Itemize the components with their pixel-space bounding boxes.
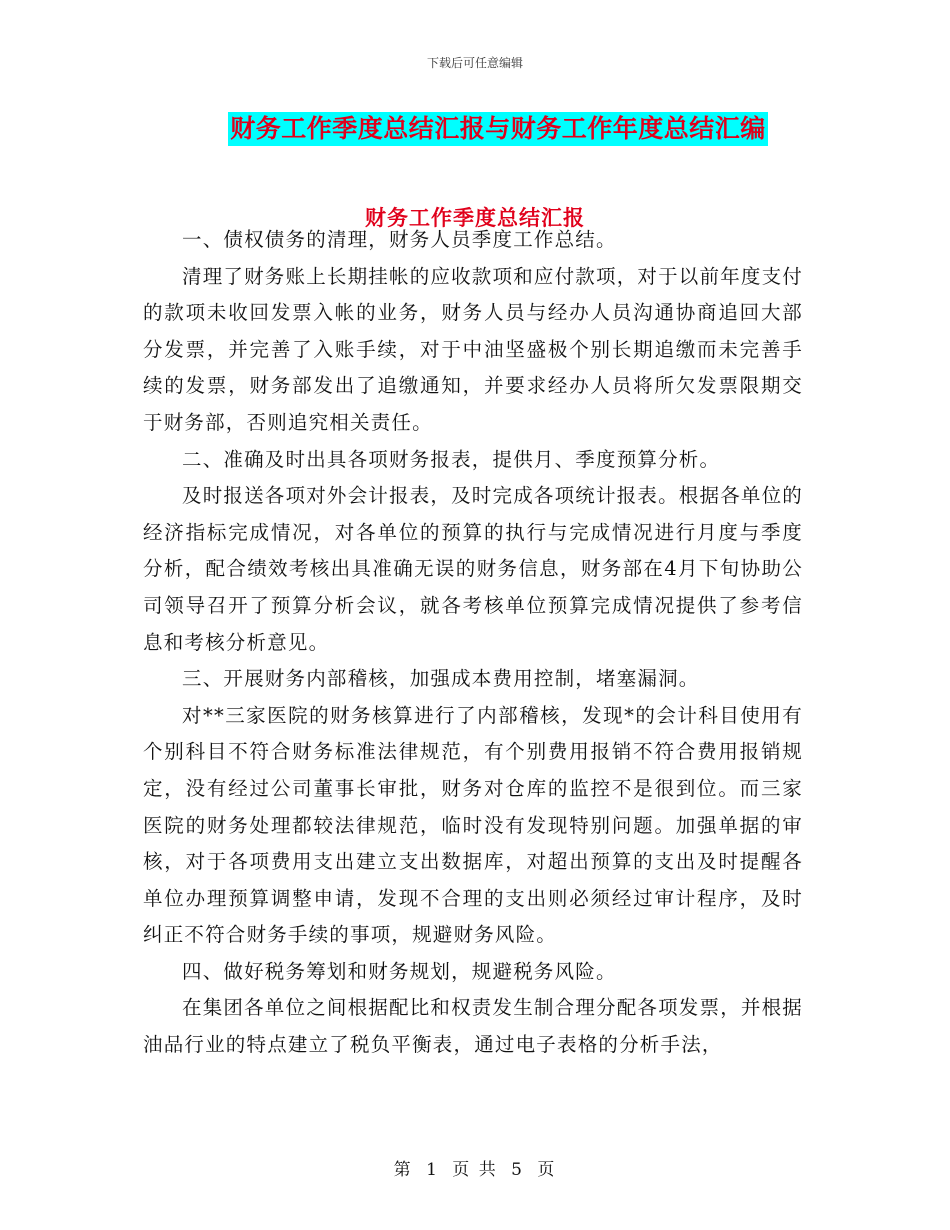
paragraph-3: 对**三家医院的财务核算进行了内部稽核，发现*的会计科目使用有个别科目不符合财务标准法律规范，有个别费用报销不符合费用报销规定，没有经过公司董事长审批，财务对仓库的监控不是很到位。而三家医院的财务处理都较法律规范，临时没有发现特别问题。加强单据的审核，对于各项费用支出建立支出数据库，对超出预算的支出及时提醒各单位办理预算调整申请，发现不合理的支出则必须经过审计程序，及时纠正不符合财务手续的事项，规避财务风险。 [143, 703, 803, 947]
paragraph-heading-3: 三、开展财务内部稽核，加强成本费用控制，堵塞漏洞。 [182, 667, 700, 691]
section-title: 财务工作季度总结汇报 [365, 206, 585, 230]
document-title-container [0, 112, 950, 146]
footer-prefix: 第 [393, 1160, 413, 1180]
paragraph-2: 及时报送各项对外会计报表，及时完成各项统计报表。根据各单位的经济指标完成情况，对各单位的预算的执行与完成情况进行月度与季度分析，配合绩效考核出具准确无误的财务信息，财务部在4月下旬协助公司领导召开了预算分析会议，就各考核单位预算完成情况提供了参考信息和考核分析意见。 [143, 484, 804, 654]
footer-suffix: 页 [537, 1160, 557, 1180]
paragraph-heading-2: 二、准确及时出具各项财务报表，提供月、季度预算分析。 [182, 447, 721, 471]
document-title: 财务工作季度总结汇报与财务工作年度总结汇编 [228, 112, 768, 146]
footer-middle: 页 共 [452, 1160, 498, 1180]
paragraph-4: 在集团各单位之间根据配比和权责发生制合理分配各项发票，并根据油品行业的特点建立了税负平衡表，通过电子表格的分析手法， [143, 996, 804, 1057]
paragraph-1: 清理了财务账上长期挂帐的应收款项和应付款项，对于以前年度支付的款项未收回发票入帐的业务，财务人员与经办人员沟通协商追回大部分发票，并完善了入账手续，对于中油坚盛极个别长期追缴而未完善手续的发票，财务部发出了追缴通知，并要求经办人员将所欠发票限期交于财务部，否则追究相关责任。 [143, 264, 804, 434]
footer-total-pages: 5 [511, 1160, 524, 1180]
footer-page-number: 1 [426, 1160, 439, 1180]
paragraph-heading-4: 四、做好税务筹划和财务规划，规避税务风险。 [182, 959, 617, 983]
header-note: 下载后可任意编辑 [426, 56, 523, 70]
page-footer [0, 1155, 950, 1180]
paragraph-heading-1: 一、债权债务的清理，财务人员季度工作总结。 [182, 228, 617, 251]
document-body [143, 222, 803, 1064]
